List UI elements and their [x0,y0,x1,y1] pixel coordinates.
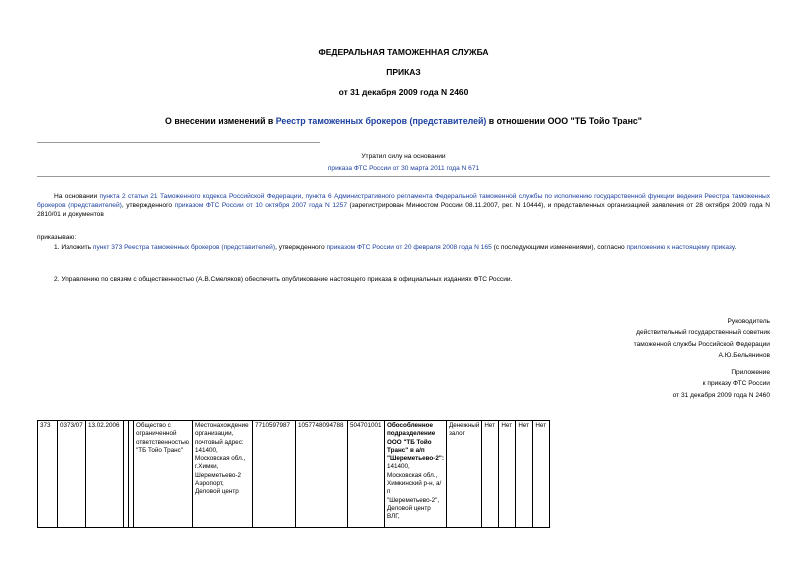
item1-link-order-165[interactable]: приказом ФТС России от 20 февраля 2008 года N 165 [326,244,492,251]
preamble-link-regulation[interactable]: пункта 6 Административного регламента Федеральной таможенной службы по исполнению государственной функции ведения Реестра таможенных брокеров (представителей) [37,193,770,209]
appendix-title: Приложение [731,369,770,376]
cell-flag-2: Нет [499,421,516,528]
status-note: Утратил силу на основании [361,153,446,160]
cell-inn: 7710597987 [253,421,296,528]
item1-text-1: 1. Изложить [54,244,93,251]
signature-title: Руководитель [727,318,770,325]
preamble-text-2: , [301,193,306,200]
status-link[interactable]: приказа ФТС России от 30 марта 2011 года N 671 [327,165,480,172]
register-table [37,420,550,528]
signature-service: таможенной службы Российской Федерации [633,340,770,348]
subdivision-name: Обособленное подразделение ООО "ТБ Тойо Транс" в а/п "Шереметьево-2": [387,422,444,463]
signature-rank: действительный государственный советник [636,329,770,337]
item1-link-appendix[interactable]: приложению к настоящему приказу [626,244,735,251]
cell-kpp: 504701001 [348,421,385,528]
cell-flag-3: Нет [516,421,533,528]
preamble-text-1: На основании [54,193,100,200]
order-word: приказываю: [37,234,77,241]
signature-name: А.Ю.Бельянинов [718,352,770,360]
cell-subdivision [385,421,447,528]
appendix-date: от 31 декабря 2009 года N 2460 [672,391,770,399]
table-row [38,421,550,528]
cell-security: Денежный залог [446,421,481,528]
subdivision-address: 141400, Московская обл., Химкинский р-н, а/п "Шереметьево-2", Деловой центр ВЛГ, [387,463,442,521]
title-link[interactable]: Реестр таможенных брокеров (представителей) [275,116,487,126]
preamble-text-3: , утвержденного [121,202,175,209]
item1-text-4: . [734,244,737,251]
appendix-ref: к приказу ФТС России [702,380,770,388]
preamble-link-tc[interactable]: пункта 2 статьи 21 Таможенного кодекса Российской Федерации [99,193,302,200]
divider-status [37,176,770,177]
cell-flag-1: Нет [482,421,499,528]
preamble-paragraph [37,192,770,219]
doc-date-number: от 31 декабря 2009 года N 2460 [338,87,469,97]
item1-text-3: (с последующими изменениями), согласно [491,244,627,251]
item-2: 2. Управлению по связям с общественностью (А.В.Смеляков) обеспечить опубликование настоящего приказа в официальных изданиях ФТС России. [54,276,513,283]
cell-flag-4: Нет [533,421,550,528]
divider-top [37,142,320,143]
cell-ogrn: 1057748094788 [296,421,348,528]
cell-reg-number: 0373/07 [58,421,86,528]
item1-link-point-373[interactable]: пункт 373 Реестра таможенных брокеров (представителей) [92,244,276,251]
cell-number: 373 [38,421,58,528]
cell-address: Местонахождение организации, почтовый адрес: 141400, Московская обл., г.Химки, Шереметьево-2 Аэропорт, Деловой центр [193,421,253,528]
title-text-a: О внесении изменений в [165,116,276,126]
doc-type: ПРИКАЗ [386,67,421,77]
cell-company: Общество с ограниченной ответственностью "ТБ Тойо Транс" [134,421,193,528]
title-text-b: в отношении ООО "ТБ Тойо Транс" [486,116,642,126]
preamble-link-order-1257[interactable]: приказом ФТС России от 10 октября 2007 года N 1257 [174,202,347,209]
item-1 [37,243,770,252]
signature-block [634,316,770,362]
preamble-text-4: (зарегистрирован Минюстом России 08.11.2007, рег. N 10444), и представленных организацией заявления от 28 октября 2009 года N 2810/01 и документов [37,202,770,218]
cell-date: 13.02.2006 [86,421,124,528]
doc-title [0,116,807,126]
org-name: ФЕДЕРАЛЬНАЯ ТАМОЖЕННАЯ СЛУЖБА [318,47,489,57]
appendix-block [673,367,770,401]
item1-text-2: , утвержденного [275,244,327,251]
